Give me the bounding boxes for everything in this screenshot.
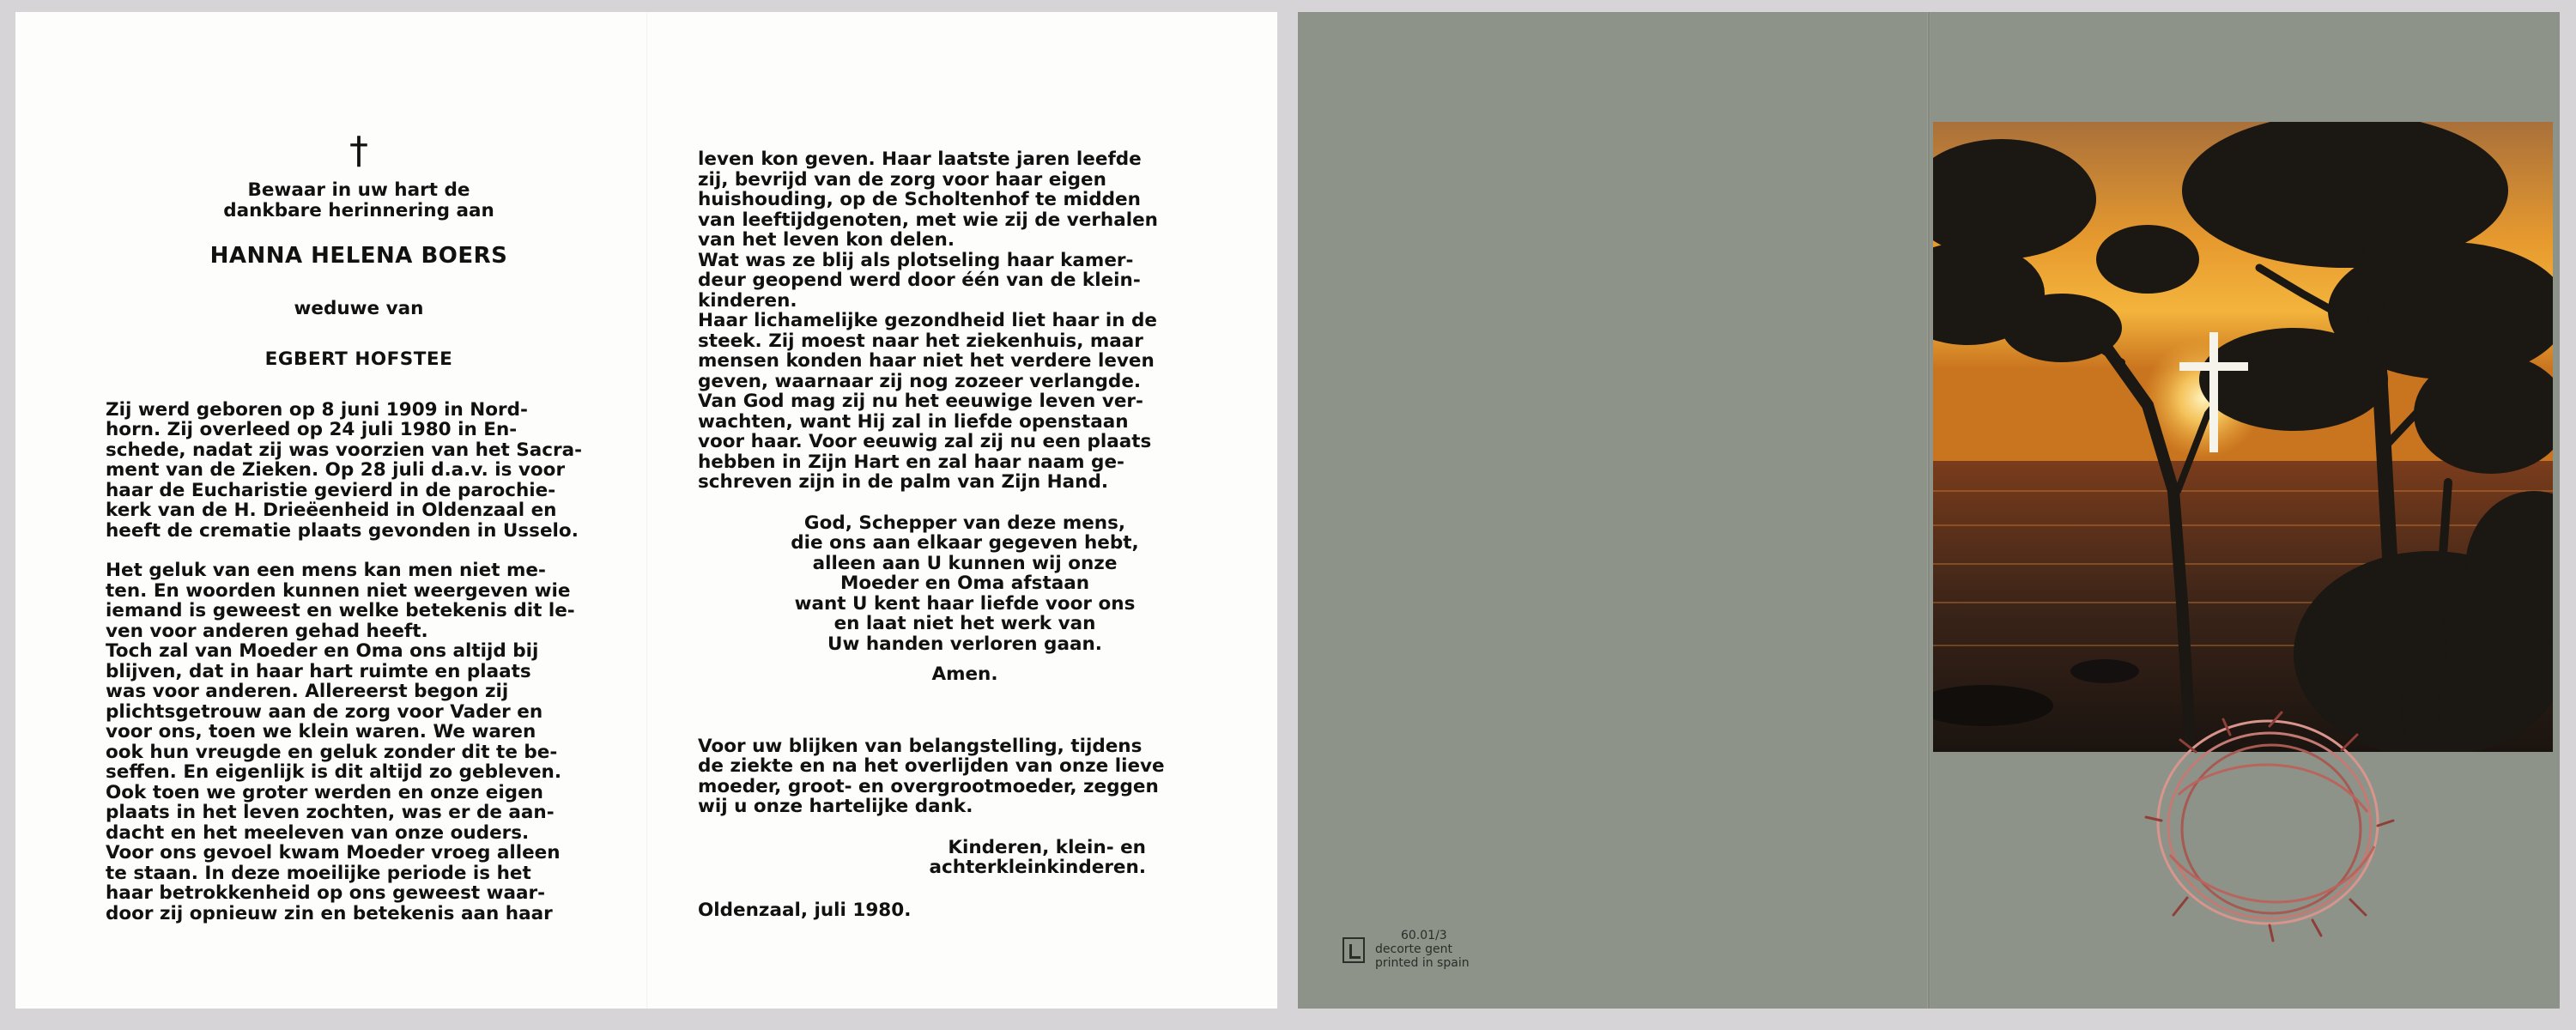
signature-text: Kinderen, klein- en achterkleinkinderen.	[929, 836, 1146, 878]
spouse-name: EGBERT HOFSTEE	[264, 348, 453, 370]
right-column	[698, 149, 1232, 920]
tribute-paragraph: Het geluk van een mens kan men niet me- ten. En woorden kunnen niet weergeven wie iemand is geweest en welke betekenis dit le- ven voor anderen gehad heeft. Toch zal van Moeder en Oma ons altijd bij blijven, dat in haar hart ruimte en plaats was voor anderen. Allereerst begon zij plichtsgetrouw aan de zorg voor Vader en voor ons, toen we klein waren. We waren ook hun vreugde en geluk zonder dit te be- seffen. En eigenlijk is dit altijd zo gebleven. Ook toen we groter werden en onze eigen plaats in het leven zochten, was er de aan- dacht en het meeleven van onze ouders. Voor ons gevoel kwam Moeder vroeg alleen te staan. In deze moeilijke periode is het haar betrokkenheid op ons geweest waar- door zij opnieuw zin en betekenis aan haar	[106, 560, 575, 924]
widow-of-text: weduwe van	[294, 297, 424, 319]
thanks-paragraph: Voor uw blijken van belangstelling, tijdens de ziekte en na het overlijden van onze lieve moeder, groot- en overgrootmoeder, zeggen wij u onze hartelijke dank.	[698, 735, 1165, 817]
sunset-photo	[1933, 122, 2553, 752]
card-fold	[646, 12, 648, 1009]
biography-paragraph: Zij werd geboren op 8 juni 1909 in Nord- horn. Zij overleed op 24 juli 1980 in En- schede, nadat zij was voorzien van het Sacra- ment van de Zieken. Op 28 juli d.a.v. is voor haar de Eucharistie gevierd in de parochie- kerk van de H. Drieëenheid in Oldenzaal en heeft de crematie plaats gevonden in Usselo.	[106, 398, 583, 542]
card-fold	[1927, 12, 1930, 1009]
card-inside	[15, 12, 1277, 1009]
card-cover	[1298, 12, 2560, 1009]
left-column	[106, 129, 612, 924]
cross-icon: †	[349, 129, 368, 173]
crown-of-thorns-icon	[2144, 709, 2395, 942]
publisher-logo-icon	[1343, 937, 1365, 963]
intro-text: Bewaar in uw hart de dankbare herinnering aan	[223, 179, 494, 221]
imprint-publisher: decorte gent	[1375, 942, 1452, 956]
place-date-text: Oldenzaal, juli 1980.	[698, 899, 912, 921]
imprint-code: 60.01/3	[1401, 929, 1447, 942]
tribute-continued-paragraph: leven kon geven. Haar laatste jaren leefde zij, bevrijd van de zorg voor haar eigen huishouding, op de Scholtenhof te midden van leeftijdgenoten, met wie zij de verhalen van het leven kon delen. Wat was ze blij als plotseling haar kamer- deur geopend werd door één van de klein- kinderen. Haar lichamelijke gezondheid liet haar in de steek. Zij moest naar het ziekenhuis, maar mensen konden haar niet het verdere leven geven, waarnaar zij nog zozeer verlangde. Van God mag zij nu het eeuwige leven ver- wachten, want Hij zal in liefde openstaan voor haar. Voor eeuwig zal zij nu een plaats hebben in Zijn Hart en zal haar naam ge- schreven zijn in de palm van Zijn Hand.	[698, 148, 1158, 493]
deceased-name: HANNA HELENA BOERS	[209, 243, 508, 269]
imprint-printed: printed in spain	[1375, 956, 1470, 970]
amen-text: Amen.	[931, 663, 998, 685]
prayer-text: God, Schepper van deze mens, die ons aan elkaar gegeven hebt, alleen aan U kunnen wij onze Moeder en Oma afstaan want U kent haar liefde voor ons en laat niet het werk van Uw handen verloren gaan.	[791, 512, 1139, 655]
